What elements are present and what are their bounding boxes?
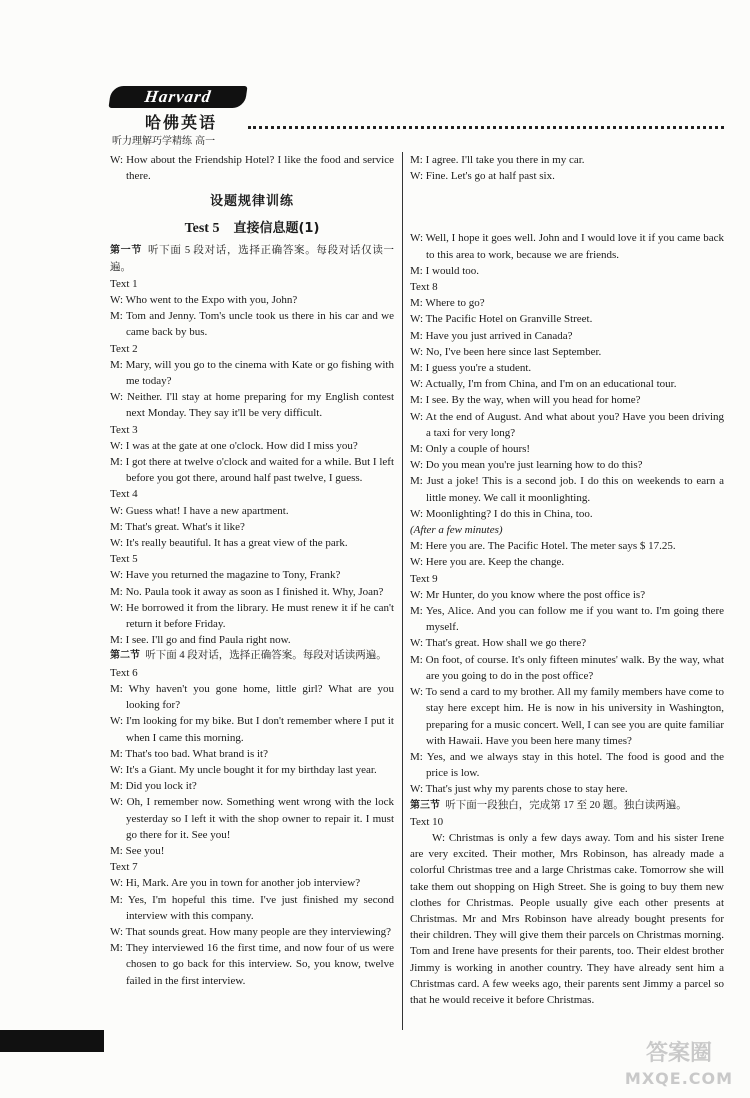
text-label: Text 2 bbox=[110, 342, 138, 355]
harvard-logo bbox=[108, 86, 256, 146]
section-title: 设题规律训练 bbox=[209, 194, 294, 210]
dialogue-line: W: It's really beautiful. It has a great view of the park. bbox=[110, 537, 348, 550]
dialogue-line: M: I guess you're a student. bbox=[410, 362, 532, 375]
left-column bbox=[110, 152, 394, 989]
test-topic: 直接信息题(1) bbox=[233, 221, 320, 237]
dialogue-line: M: Where to go? bbox=[410, 297, 485, 310]
dialogue-line: W: Mr Hunter, do you know where the post office is? bbox=[410, 588, 646, 601]
site-watermark bbox=[614, 1036, 744, 1092]
dialogue-line: M: Only a couple of hours! bbox=[410, 443, 531, 456]
column-divider bbox=[402, 152, 403, 1030]
monologue-paragraph: W: Christmas is only a few days away. Tom and his sister Irene are very excited. Their mother, Mrs Robinson, has already made a colorful Christmas tree and a large Christmas cake. Tomorrow she will take them out shopping on High Street. She is going to buy them new clothes for Christmas. People usually give each other presents at Christmas. Mr and Mrs Robinson have already bought presents for their children. They will give them their parcels on Christmas morning. Tom and Irene have presents for their parents, too. Their eldest brother Jimmy is working in another country. They have already sent him a Christmas card. A few weeks ago, their parents sent Jimmy a parcel so that he would receive it before Christmas. bbox=[410, 831, 724, 1006]
dialogue-line: W: That's great. How shall we go there? bbox=[410, 637, 587, 650]
header-dotted-rule bbox=[248, 126, 724, 129]
dialogue-line: M: Yes, and we always stay in this hotel. The food is good and the price is low. bbox=[410, 750, 724, 780]
part-number: 第一节 bbox=[110, 245, 143, 257]
section-spacer bbox=[410, 184, 724, 230]
dialogue-line: W: Do you mean you're just learning how to do this? bbox=[410, 459, 643, 472]
dialogue-line: M: Did you lock it? bbox=[110, 780, 197, 793]
part-number: 第三节 bbox=[410, 799, 440, 811]
page-corner-bar bbox=[0, 1030, 104, 1052]
dialogue-line: W: No, I've been here since last September. bbox=[410, 345, 602, 358]
right-column bbox=[410, 152, 724, 1008]
dialogue-line: W: That's just why my parents chose to stay here. bbox=[410, 783, 628, 796]
dialogue-line: W: Guess what! I have a new apartment. bbox=[110, 504, 289, 517]
dialogue-line: M: Yes, I'm hopeful this time. I've just finished my second interview with this company. bbox=[110, 893, 394, 922]
part-instruction-text: 听下面 5 段对话，选择正确答案。每段对话仅读一遍。 bbox=[110, 245, 395, 273]
dialogue-line: W: Here you are. Keep the change. bbox=[410, 556, 565, 569]
dialogue-line: W: Well, I hope it goes well. John and I would love it if you came back to this area to work, because we are friends. bbox=[410, 232, 724, 261]
dialogue-line: W: That sounds great. How many people are they interviewing? bbox=[110, 925, 392, 938]
dialogue-line: W: Fine. Let's go at half past six. bbox=[410, 170, 555, 183]
part-instruction bbox=[110, 243, 394, 275]
dialogue-line: M: No. Paula took it away as soon as I finished it. Why, Joan? bbox=[110, 585, 384, 598]
part-instruction-text: 听下面 4 段对话，选择正确答案。每段对话读两遍。 bbox=[145, 650, 387, 662]
dialogue-line: M: I see. By the way, when will you head for home? bbox=[410, 394, 641, 407]
dialogue-line: M: Why haven't you gone home, little girl? What are you looking for? bbox=[110, 682, 394, 712]
dialogue-line: W: To send a card to my brother. All my family members have come to stay here except him. He is now in his university in Washington, preparing for a music concert. Well, I can see you are quite familiar with Hawaii. Have you been here many times? bbox=[410, 686, 724, 747]
dialogue-line: M: Have you just arrived in Canada? bbox=[410, 329, 573, 342]
dialogue-line: M: Here you are. The Pacific Hotel. The meter says $ 17.25. bbox=[410, 540, 676, 553]
part-instruction bbox=[410, 798, 724, 814]
dialogue-line: W: Oh, I remember now. Something went wrong with the lock yesterday so I left it with the shop owner to repair it. I must go there for it. See you! bbox=[110, 796, 394, 841]
part-instruction bbox=[110, 648, 394, 664]
dialogue-line: W: Actually, I'm from China, and I'm on an educational tour. bbox=[410, 378, 677, 391]
test-number: Test 5 bbox=[184, 221, 220, 237]
dialogue-line: W: The Pacific Hotel on Granville Street. bbox=[410, 313, 593, 326]
dialogue-line: M: Mary, will you go to the cinema with Kate or go fishing with me today? bbox=[110, 358, 394, 388]
dialogue-line: W: Moonlighting? I do this in China, too. bbox=[410, 507, 593, 520]
logo-wordmark: Harvard bbox=[108, 86, 247, 108]
dialogue-line: W: He borrowed it from the library. He must renew it if he can't return it before Friday. bbox=[110, 601, 394, 631]
dialogue-line: M: That's great. What's it like? bbox=[110, 520, 245, 533]
text-label: Text 6 bbox=[110, 666, 138, 679]
dialogue-line: W: Have you returned the magazine to Tony, Frank? bbox=[110, 569, 341, 582]
part-number: 第二节 bbox=[110, 650, 140, 662]
dialogue-line: W: I'm looking for my bike. But I don't remember where I put it when I came this morning. bbox=[110, 715, 394, 744]
text-label: Text 9 bbox=[410, 572, 438, 585]
test-title bbox=[110, 217, 394, 237]
logo-chinese-title: 哈佛英语 bbox=[144, 113, 217, 132]
book-subtitle: 听力理解巧学精练 高一 bbox=[112, 136, 216, 147]
dialogue-line: W: Who went to the Expo with you, John? bbox=[110, 294, 298, 307]
text-label: Text 10 bbox=[410, 815, 444, 828]
dialogue-line: M: See you! bbox=[110, 844, 165, 857]
dialogue-line: M: That's too bad. What brand is it? bbox=[110, 747, 268, 760]
dialogue-line: W: Neither. I'll stay at home preparing for my English contest next Monday. They say it'll be very difficult. bbox=[110, 391, 394, 420]
dialogue-line: M: I see. I'll go and find Paula right now. bbox=[110, 634, 291, 647]
dialogue-line: M: Tom and Jenny. Tom's uncle took us there in his car and we came back by bus. bbox=[110, 310, 394, 339]
watermark-text: 答案圈 bbox=[645, 1041, 712, 1066]
dialogue-line: W: How about the Friendship Hotel? I like the food and service there. bbox=[110, 154, 394, 183]
dialogue-line: M: I would too. bbox=[410, 264, 480, 277]
text-label: Text 1 bbox=[110, 277, 138, 290]
dialogue-line: M: I got there at twelve o'clock and waited for a while. But I left before you got there, around half past twelve, I guess. bbox=[110, 456, 394, 485]
dialogue-line: M: Just a joke! This is a second job. I do this on weekends to earn a little money. We call it moonlighting. bbox=[410, 475, 724, 504]
watermark-site: MXQE.COM bbox=[624, 1069, 734, 1088]
dialogue-line: W: At the end of August. And what about you? Have you been driving a taxi for very long? bbox=[410, 410, 724, 439]
dialogue-line: M: On foot, of course. It's only fifteen minutes' walk. By the way, what are you going to do in the post office? bbox=[410, 653, 724, 682]
text-label: Text 4 bbox=[110, 488, 138, 501]
text-label: Text 8 bbox=[410, 281, 438, 294]
stage-direction: (After a few minutes) bbox=[410, 524, 503, 537]
text-label: Text 7 bbox=[110, 861, 138, 874]
part-instruction-text: 听下面一段独白，完成第 17 至 20 题。独白读两遍。 bbox=[445, 799, 687, 811]
dialogue-line: W: I was at the gate at one o'clock. How did I miss you? bbox=[110, 439, 358, 452]
dialogue-line: W: Hi, Mark. Are you in town for another job interview? bbox=[110, 877, 361, 890]
dialogue-line: M: I agree. I'll take you there in my car. bbox=[410, 154, 585, 166]
dialogue-line: M: Yes, Alice. And you can follow me if you want to. I'm going there myself. bbox=[410, 605, 724, 634]
text-label: Text 3 bbox=[110, 423, 138, 436]
text-label: Text 5 bbox=[110, 553, 138, 566]
dialogue-line: M: They interviewed 16 the first time, and now four of us were chosen to go back for this interview. So, you know, twelve failed in the first interview. bbox=[110, 942, 394, 987]
dialogue-line: W: It's a Giant. My uncle bought it for my birthday last year. bbox=[110, 763, 377, 776]
